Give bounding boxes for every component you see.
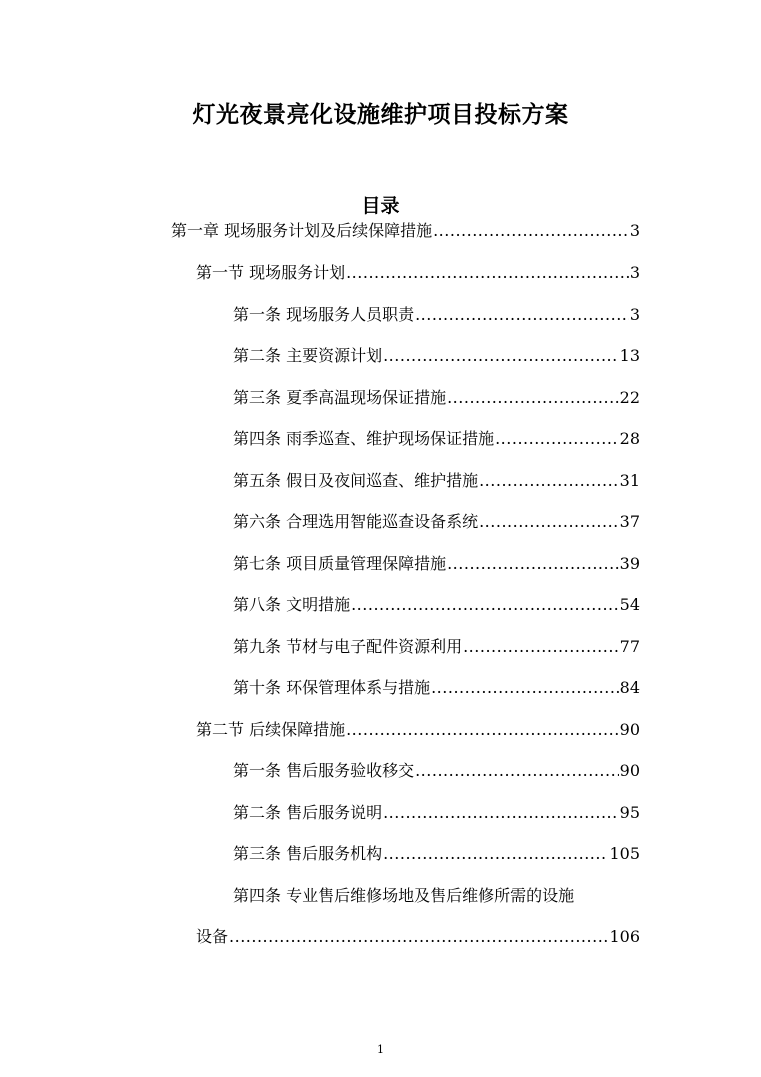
toc-entry-text: 第一条 现场服务人员职责 <box>233 305 415 324</box>
toc-leader-dots <box>495 429 619 449</box>
toc-entry-article-1-5[interactable] <box>233 471 640 491</box>
page-number: 1 <box>377 1043 384 1056</box>
toc-leader-dots <box>415 761 619 781</box>
toc-entry-article-1-4[interactable] <box>233 429 640 449</box>
toc-entry-text: 第五条 假日及夜间巡查、维护措施 <box>233 471 479 490</box>
toc-entry-page: 31 <box>619 471 640 490</box>
toc-leader-dots <box>479 471 619 491</box>
toc-entry-text: 第一章 现场服务计划及后续保障措施 <box>171 221 433 240</box>
toc-entry-article-1-9[interactable] <box>233 637 640 657</box>
toc-leader-dots <box>479 512 619 532</box>
toc-leader-dots <box>346 720 619 740</box>
toc-entry-text: 第一条 售后服务验收移交 <box>233 761 415 780</box>
toc-entry-text: 第四条 雨季巡查、维护现场保证措施 <box>233 429 495 448</box>
toc-entry-article-1-10[interactable] <box>233 678 640 698</box>
toc-heading: 目录 <box>361 195 400 217</box>
toc-entry-article-2-4-line-1[interactable]: 第四条 专业售后维修场地及售后维修所需的设施 <box>233 886 575 905</box>
toc-entry-article-1-3[interactable] <box>233 388 640 408</box>
toc-entry-page: 3 <box>629 305 640 324</box>
toc-entry-page: 90 <box>619 720 640 739</box>
toc-leader-dots <box>447 554 619 574</box>
toc-entry-page: 37 <box>619 512 640 531</box>
toc-leader-dots <box>346 263 629 283</box>
toc-entry-text: 设备 <box>196 927 229 946</box>
toc-leader-dots <box>431 678 619 698</box>
toc-leader-dots <box>415 305 629 325</box>
toc-entry-text: 第二条 主要资源计划 <box>233 346 383 365</box>
toc-entry-article-2-3[interactable] <box>233 844 640 864</box>
toc-entry-text: 第九条 节材与电子配件资源利用 <box>233 637 463 656</box>
toc-leader-dots <box>229 927 608 947</box>
toc-entry-page: 77 <box>619 637 640 656</box>
toc-entry-text: 第三条 夏季高温现场保证措施 <box>233 388 447 407</box>
toc-leader-dots <box>463 637 619 657</box>
toc-leader-dots <box>351 595 619 615</box>
toc-leader-dots <box>383 346 619 366</box>
toc-entry-page: 39 <box>619 554 640 573</box>
toc-entry-page: 28 <box>619 429 640 448</box>
toc-entry-page: 3 <box>629 221 640 240</box>
toc-entry-text: 第十条 环保管理体系与措施 <box>233 678 431 697</box>
toc-entry-page: 22 <box>619 388 640 407</box>
toc-entry-article-2-1[interactable] <box>233 761 640 781</box>
toc-entry-article-2-4-line-2[interactable] <box>196 927 640 947</box>
toc-entry-page: 105 <box>609 844 640 863</box>
toc-entry-article-1-6[interactable] <box>233 512 640 532</box>
toc-entry-page: 106 <box>609 927 640 946</box>
document-title: 灯光夜景亮化设施维护项目投标方案 <box>192 102 569 128</box>
toc-entry-page: 90 <box>619 761 640 780</box>
toc-leader-dots <box>447 388 619 408</box>
toc-entry-article-1-8[interactable] <box>233 595 640 615</box>
toc-entry-page: 95 <box>619 803 640 822</box>
toc-entry-page: 84 <box>619 678 640 697</box>
toc-leader-dots <box>433 221 629 241</box>
toc-entry-article-1-2[interactable] <box>233 346 640 366</box>
toc-entry-text: 第二条 售后服务说明 <box>233 803 383 822</box>
toc-entry-page: 13 <box>619 346 640 365</box>
toc-entry-chapter-1[interactable] <box>171 221 640 241</box>
toc-leader-dots <box>383 803 619 823</box>
toc-entry-article-2-2[interactable] <box>233 803 640 823</box>
toc-entry-page: 3 <box>629 263 640 282</box>
toc-entry-section-1[interactable] <box>196 263 640 283</box>
toc-entry-page: 54 <box>619 595 640 614</box>
toc-entry-text: 第八条 文明措施 <box>233 595 351 614</box>
toc-leader-dots <box>383 844 608 864</box>
toc-entry-text: 第六条 合理选用智能巡查设备系统 <box>233 512 479 531</box>
toc-entry-text: 第七条 项目质量管理保障措施 <box>233 554 447 573</box>
toc-entry-section-2[interactable] <box>196 720 640 740</box>
toc-entry-text: 第二节 后续保障措施 <box>196 720 346 739</box>
toc-entry-article-1-7[interactable] <box>233 554 640 574</box>
toc-entry-text: 第一节 现场服务计划 <box>196 263 346 282</box>
toc-entry-article-1-1[interactable] <box>233 305 640 325</box>
toc-entry-text: 第三条 售后服务机构 <box>233 844 383 863</box>
